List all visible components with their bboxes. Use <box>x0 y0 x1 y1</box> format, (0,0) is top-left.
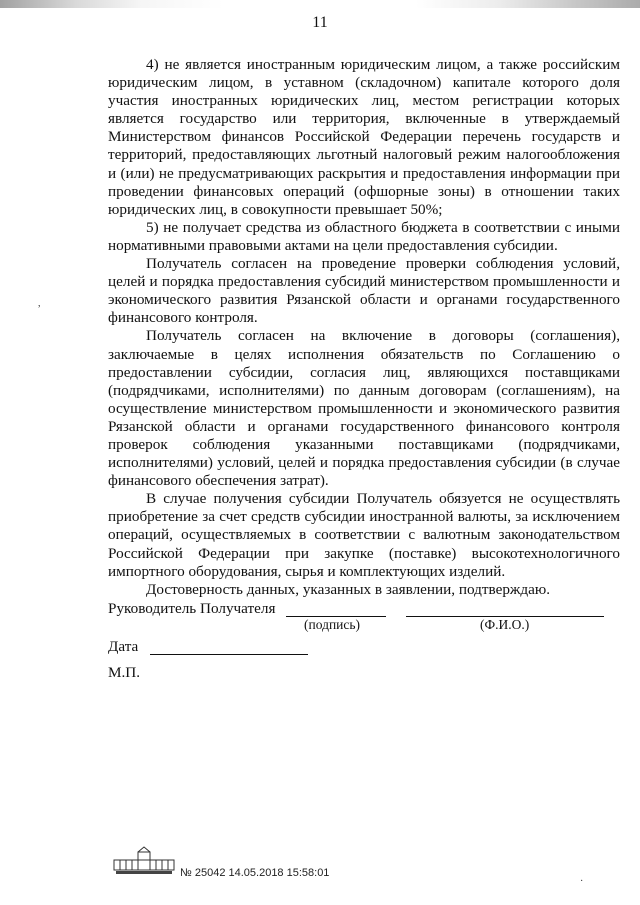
paragraph-inspection-consent: Получатель согласен на проведение проверки соблюдения условий, целей и порядка предоставления субсидий министерством промышленности и экономического развития Рязанской области и органами государственного финансового контроля. <box>108 255 620 327</box>
registration-stamp: № 25042 14.05.2018 15:58:01 <box>180 867 330 879</box>
paragraph-currency-obligation: В случае получения субсидии Получатель обязуется не осуществлять приобретение за счет средств субсидии иностранной валюты, за исключением операций, осуществляемых в соответствии с валютным законодательством Российской Федерации при закупке (поставке) высокотехнологичного импортного оборудования, сырья и комплектующих изделий. <box>108 490 620 580</box>
seal-label: М.П. <box>108 664 141 681</box>
margin-mark: · <box>580 876 584 887</box>
head-signature-row <box>108 600 620 632</box>
paragraph-contract-consent: Получатель согласен на включение в договоры (соглашения), заключаемые в целях исполнения обязательств по Соглашению о предоставлении субсидии, согласия лиц, являющихся поставщиками (подрядчиками, исполнителями) по данным договорам (соглашениям), на осуществление министерством промышленности и экономического развития Рязанской области и органами государственного финансового контроля проверок соблюдения указанными поставщиками (подрядчиками, исполнителями) условий, целей и порядка предоставления субсидии (в случае финансового обеспечения затрат). <box>108 327 620 490</box>
page-number: 11 <box>312 14 328 31</box>
date-line <box>150 654 308 655</box>
building-emblem-icon <box>112 846 176 876</box>
paragraph-item-4: 4) не является иностранным юридическим лицом, а также российским юридическим лицом, в уставном (складочном) капитале которого доля участия иностранных юридических лиц, местом регистрации которых является государство или территория, включенные в утверждаемый Министерством финансов Российской Федерации перечень государств и территорий, предоставляющих льготный налоговый режим налогообложения и (или) не предусматривающих раскрытия и предоставления информации при проведении финансовых операций (офшорные зоны) в отношении таких юридических лиц, в совокупности превышает 50%; <box>108 56 620 218</box>
date-label: Дата <box>108 638 139 655</box>
document-body <box>108 56 620 599</box>
scan-edge <box>0 0 640 8</box>
head-label: Руководитель Получателя <box>108 600 276 617</box>
name-caption: (Ф.И.О.) <box>480 617 530 632</box>
paragraph-confirmation: Достоверность данных, указанных в заявлении, подтверждаю. <box>146 580 551 598</box>
signature-caption: (подпись) <box>304 617 361 632</box>
paragraph-item-5: 5) не получает средства из областного бюджета в соответствии с иными нормативными правовыми актами на цели предоставления субсидии. <box>108 218 620 254</box>
margin-mark: , <box>38 298 41 309</box>
signature-block <box>108 600 620 681</box>
